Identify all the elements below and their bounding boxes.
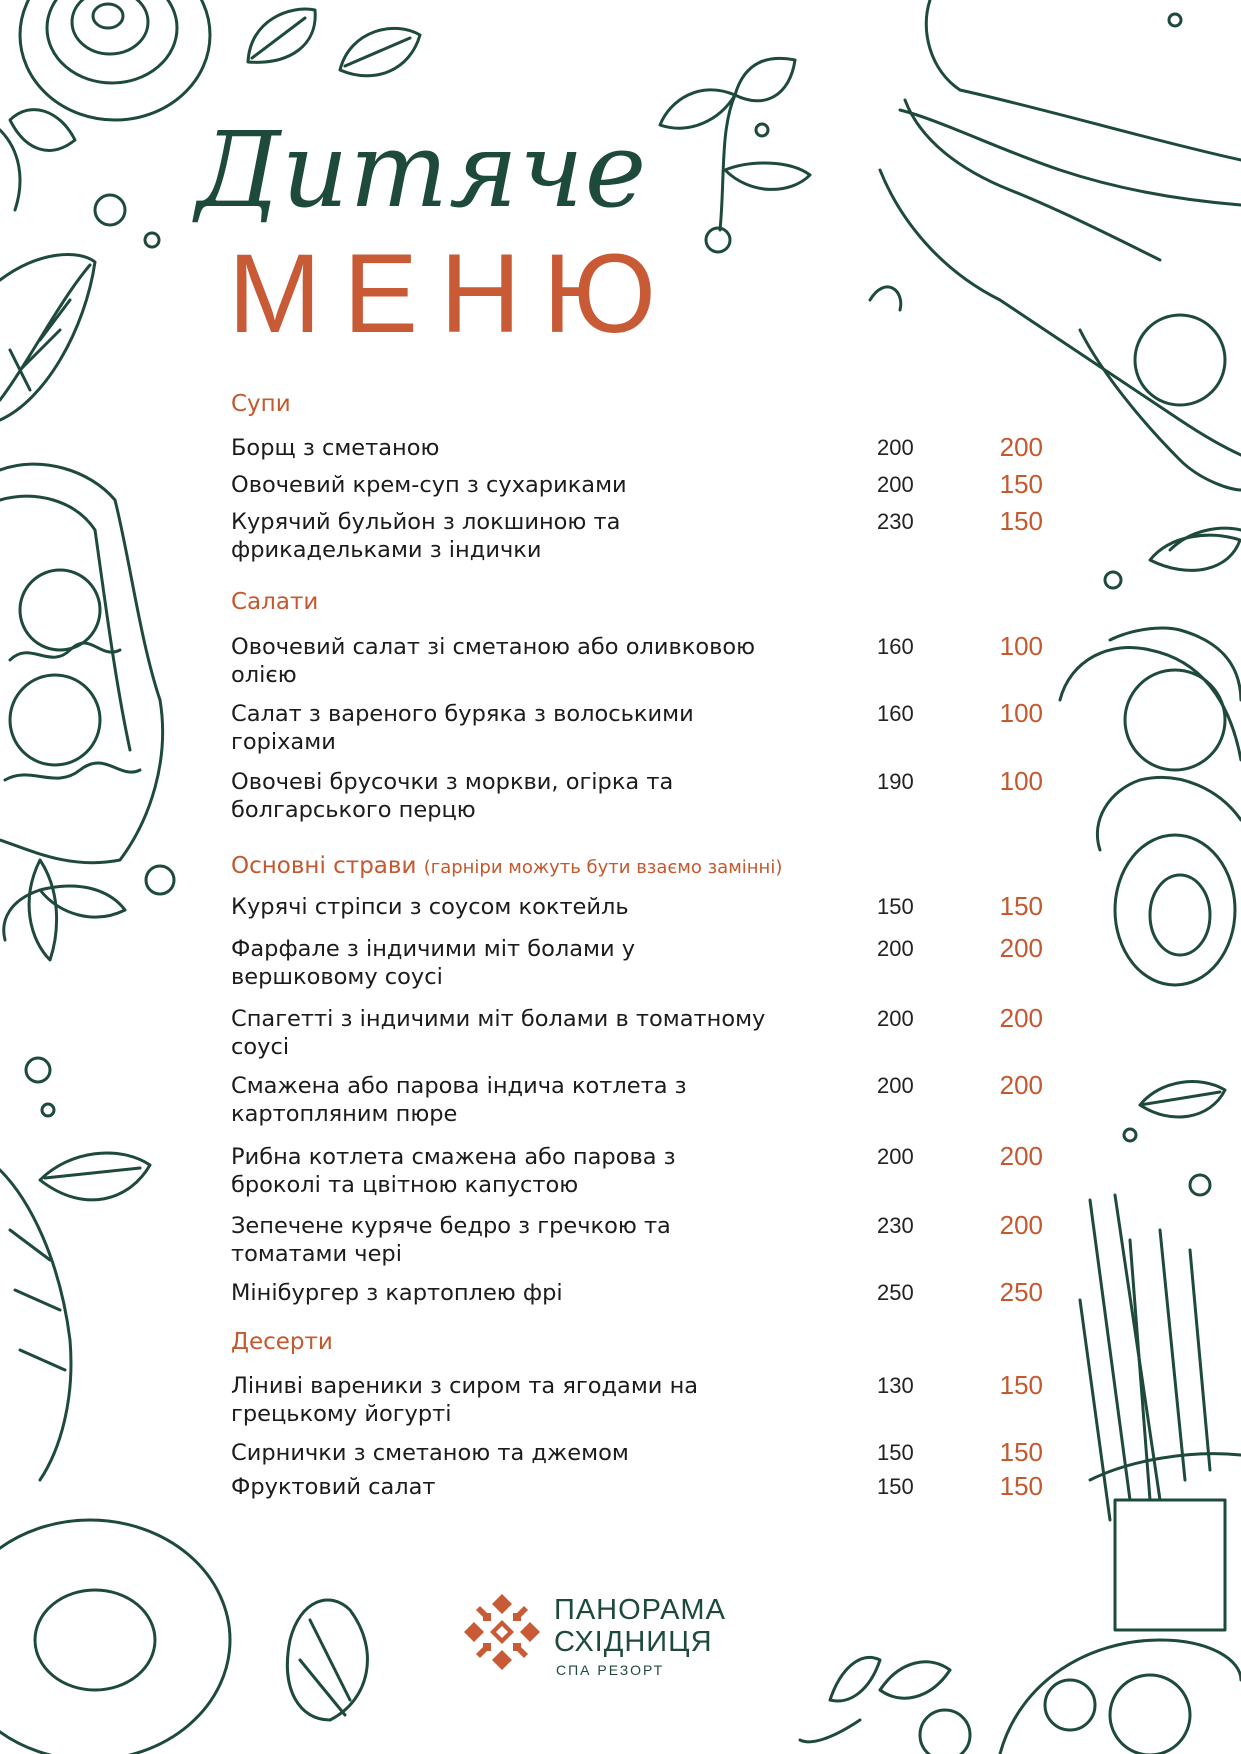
menu-item: [231, 506, 1043, 568]
item-weight: 160: [877, 701, 914, 726]
item-name: Зепечене куряче бедро з гречкою та томатами чері: [231, 1213, 671, 1267]
item-name: Фруктовий салат: [231, 1474, 436, 1500]
logo-line-2: СХІДНИЦЯ: [554, 1626, 713, 1658]
item-name: Сирнички з сметаною та джемом: [231, 1440, 629, 1466]
large-leaf-illustration: [0, 255, 95, 420]
french-fries-illustration: [1080, 1082, 1241, 1630]
item-name: Курячий бульйон з локшиною та фрикадельками з індички: [231, 509, 621, 563]
menu-item: [231, 766, 1043, 828]
item-name: Салат з вареного буряка з волоськими горіхами: [231, 701, 694, 755]
menu-item: [231, 933, 1043, 995]
section-title-main-courses: [231, 853, 782, 879]
fried-egg-illustration: [1060, 528, 1241, 985]
section-title-label: Салати: [231, 589, 319, 615]
ornament-logo-icon: [462, 1592, 542, 1672]
menu-item: [231, 1210, 1043, 1272]
menu-item: [231, 698, 1043, 760]
menu-item: [231, 1003, 1043, 1065]
item-weight: 200: [877, 472, 914, 497]
menu-item: [231, 1471, 1043, 1533]
item-name: Смажена або парова індича котлета з картопляним пюре: [231, 1073, 687, 1127]
big-sandwich-illustration: [870, 0, 1241, 490]
item-price: 100: [999, 698, 1043, 728]
item-price: 150: [999, 1437, 1043, 1467]
item-name: Ліниві вареники з сиром та ягодами на грецькому йогурті: [231, 1373, 699, 1427]
item-price: 150: [999, 506, 1043, 536]
menu-item: [231, 1141, 1043, 1203]
section-title-label: Основні страви: [231, 853, 417, 879]
logo-line-1: ПАНОРАМА: [554, 1594, 726, 1626]
item-name: Борщ з сметаною: [231, 435, 440, 461]
item-name: Овочеві брусочки з моркви, огірка та болгарського перцю: [231, 769, 674, 823]
flower-illustration: [4, 860, 174, 1116]
item-name: Овочевий крем-суп з сухариками: [231, 472, 627, 498]
menu-item: [231, 1370, 1043, 1432]
item-weight: 150: [877, 1474, 914, 1499]
section-note: (гарніри можуть бути взаємо замінні): [423, 857, 783, 878]
section-title-desserts: [231, 1329, 333, 1355]
item-weight: 130: [877, 1373, 914, 1398]
menu-title-script: Дитяче: [196, 109, 648, 231]
item-price: 150: [999, 1471, 1043, 1501]
section-title-label: Супи: [231, 391, 291, 417]
item-price: 150: [999, 469, 1043, 499]
item-price: 250: [999, 1277, 1043, 1307]
section-title-label: Десерти: [231, 1329, 333, 1355]
item-weight: 200: [877, 435, 914, 460]
item-price: 150: [999, 1370, 1043, 1400]
item-price: 100: [999, 631, 1043, 661]
item-weight: 200: [877, 1073, 914, 1098]
item-price: 200: [999, 1003, 1043, 1033]
menu-item: [231, 1277, 1043, 1339]
menu-item: [231, 1070, 1043, 1132]
menu-item: [231, 631, 1043, 693]
item-price: 200: [999, 1210, 1043, 1240]
section-title-salads: [231, 589, 318, 615]
item-price: 200: [999, 933, 1043, 963]
resort-logo: [462, 1592, 762, 1678]
item-name: Спагетті з індичими міт болами в томатному соусі: [231, 1006, 766, 1060]
item-name: Мінібургер з картоплею фрі: [231, 1280, 563, 1306]
item-price: 200: [999, 1141, 1043, 1171]
item-weight: 160: [877, 634, 914, 659]
item-weight: 200: [877, 1006, 914, 1031]
item-weight: 190: [877, 769, 914, 794]
item-weight: 200: [877, 936, 914, 961]
item-name: Курячі стріпси з соусом коктейль: [231, 894, 629, 920]
item-weight: 150: [877, 894, 914, 919]
item-name: Рибна котлета смажена або парова з броколі та цвітною капустою: [231, 1144, 676, 1198]
item-price: 200: [999, 432, 1043, 462]
menu-title-main: МЕНЮ: [228, 231, 679, 356]
sandwich-illustration: [0, 464, 163, 863]
section-title-soups: [231, 391, 291, 417]
item-weight: 250: [877, 1280, 914, 1305]
item-weight: 150: [877, 1440, 914, 1465]
item-weight: 200: [877, 1144, 914, 1169]
pastry-roll-illustration: [20, 0, 210, 120]
item-price: 150: [999, 891, 1043, 921]
item-price: 100: [999, 766, 1043, 796]
item-weight: 230: [877, 509, 914, 534]
item-name: Фарфале з індичими міт болами у вершковому соусі: [231, 936, 636, 990]
logo-line-3: СПА РЕЗОРТ: [556, 1662, 665, 1678]
item-weight: 230: [877, 1213, 914, 1238]
item-name: Овочевий салат зі сметаною або оливковою олією: [231, 634, 756, 688]
item-price: 200: [999, 1070, 1043, 1100]
